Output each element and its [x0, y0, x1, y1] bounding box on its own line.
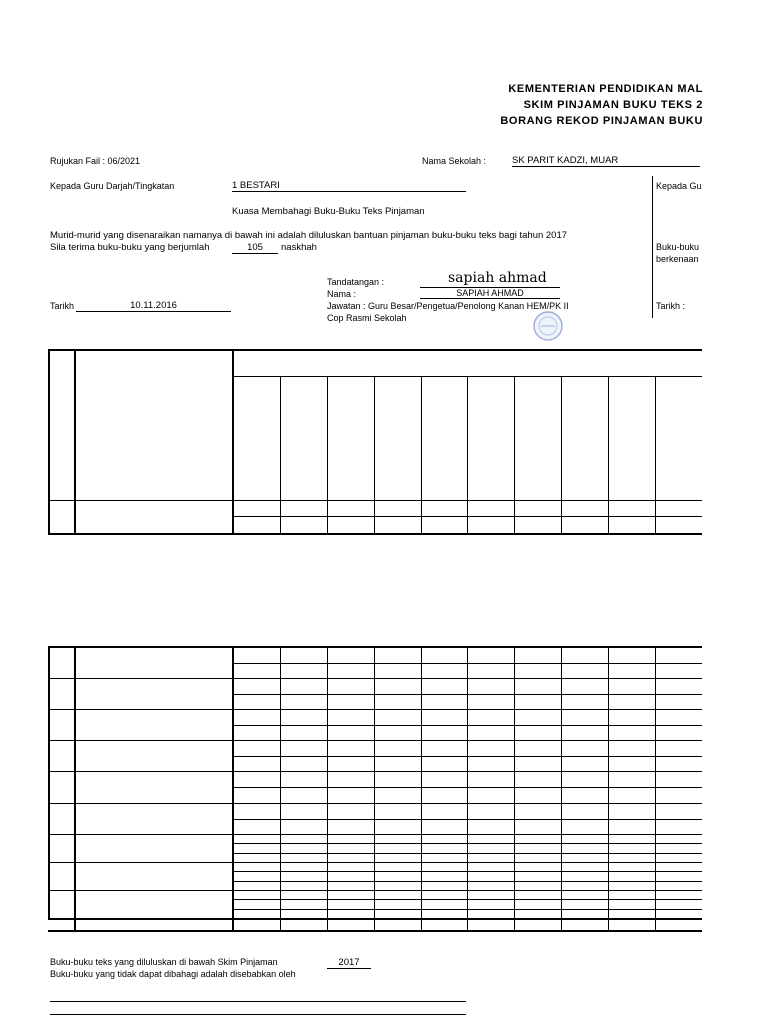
file-reference: Rujukan Fail : 06/2021	[50, 156, 141, 166]
book-title-5	[434, 390, 454, 486]
row-1-bottom-border	[48, 533, 702, 535]
right-date-label: Tarikh :	[656, 301, 686, 311]
book-col-divider	[467, 376, 468, 533]
right-panel-border	[652, 176, 653, 318]
row-top-border	[48, 678, 702, 679]
bottom-book-col-divider	[514, 646, 515, 932]
book-title-9	[622, 390, 642, 486]
footer-reason-text: Buku-buku yang tidak dapat dibahagi adalah disebabkan oleh	[50, 969, 296, 979]
bottom-book-col-divider	[421, 646, 422, 932]
total-copies-field[interactable]: 105	[232, 242, 278, 254]
book-title-4	[388, 390, 408, 486]
receive-text: Sila terima buku-buku yang berjumlah	[50, 242, 210, 253]
name-right-border	[232, 349, 234, 535]
book-col-divider	[421, 376, 422, 533]
bottom-book-col-divider	[280, 646, 281, 932]
book-title-7	[528, 390, 548, 486]
bil-right-border	[74, 349, 76, 535]
class-field[interactable]: 1 BESTARI	[232, 180, 466, 192]
teacher-label: Kepada Guru Darjah/Tingkatan	[50, 181, 175, 191]
row-top-border	[48, 709, 702, 710]
bottom-bil-left	[48, 646, 50, 918]
copies-unit: naskhah	[281, 242, 317, 253]
school-stamp-icon	[532, 310, 564, 342]
date-field[interactable]: 10.11.2016	[76, 300, 231, 312]
bottom-book-col-divider	[374, 646, 375, 932]
footer-year-field[interactable]: 2017	[327, 957, 371, 969]
bottom-book-col-divider	[467, 646, 468, 932]
stamp-label: Cop Rasmi Sekolah	[327, 313, 407, 323]
totals-top-border	[48, 918, 702, 920]
row-top-border	[48, 890, 702, 891]
bottom-book-col-divider	[655, 646, 656, 932]
row-top-border	[48, 771, 702, 772]
reason-line-2[interactable]	[50, 1014, 466, 1015]
reason-line-1[interactable]	[50, 1001, 466, 1002]
row-top-border	[48, 862, 702, 863]
bottom-bil-right	[74, 646, 76, 932]
name-label: Nama :	[327, 289, 357, 299]
row-top-border	[48, 740, 702, 741]
book-col-divider	[561, 376, 562, 533]
book-title-8	[575, 390, 595, 486]
book-col-divider	[655, 376, 656, 533]
book-col-divider	[608, 376, 609, 533]
book-title-3	[341, 390, 361, 486]
footer-approved-text: Buku-buku teks yang diluluskan di bawah Skim Pinjaman	[50, 957, 278, 967]
header-bottom-border	[48, 500, 702, 501]
right-teacher-label: Kepada Gu	[656, 181, 702, 191]
book-col-divider	[514, 376, 515, 533]
school-name-label: Nama Sekolah :	[422, 156, 487, 166]
ministry-title: KEMENTERIAN PENDIDIKAN MAL	[508, 83, 703, 95]
row-top-border	[48, 834, 702, 835]
form-title: BORANG REKOD PINJAMAN BUKU	[500, 115, 703, 127]
approval-text: Murid-murid yang disenaraikan namanya di bawah ini adalah diluluskan bantuan pinjaman buku-buku teks bagi tahun 2017	[50, 230, 568, 241]
table-top-border	[48, 349, 702, 351]
position-text: Jawatan : Guru Besar/Pengetua/Penolong Kanan HEM/PK II	[327, 301, 569, 311]
totals-bottom-border	[48, 930, 702, 932]
scheme-title: SKIM PINJAMAN BUKU TEKS 2	[523, 99, 703, 111]
signature: sapiah ahmad	[448, 270, 547, 286]
row-top-border	[48, 803, 702, 804]
book-title-1	[247, 390, 267, 486]
date-label: Tarikh	[50, 301, 75, 311]
bottom-book-col-divider	[608, 646, 609, 932]
book-col-divider	[327, 376, 328, 533]
signature-label: Tandatangan :	[327, 277, 385, 287]
bottom-name-right	[232, 646, 234, 932]
right-books-label: Buku-buku	[656, 242, 700, 252]
bottom-block-top-border	[48, 646, 702, 648]
bottom-book-col-divider	[327, 646, 328, 932]
name-field[interactable]: SAPIAH AHMAD	[420, 288, 560, 299]
authority-text: Kuasa Membahagi Buku-Buku Teks Pinjaman	[232, 206, 425, 217]
book-title-6	[481, 390, 501, 486]
school-name-field[interactable]: SK PARIT KADZI, MUAR	[512, 155, 700, 167]
book-title-10	[669, 390, 689, 486]
bottom-book-col-divider	[561, 646, 562, 932]
book-title-2	[294, 390, 314, 486]
book-col-divider	[280, 376, 281, 533]
bil-left-border	[48, 349, 50, 535]
book-col-divider	[374, 376, 375, 533]
right-books-label-2: berkenaan	[656, 254, 699, 264]
